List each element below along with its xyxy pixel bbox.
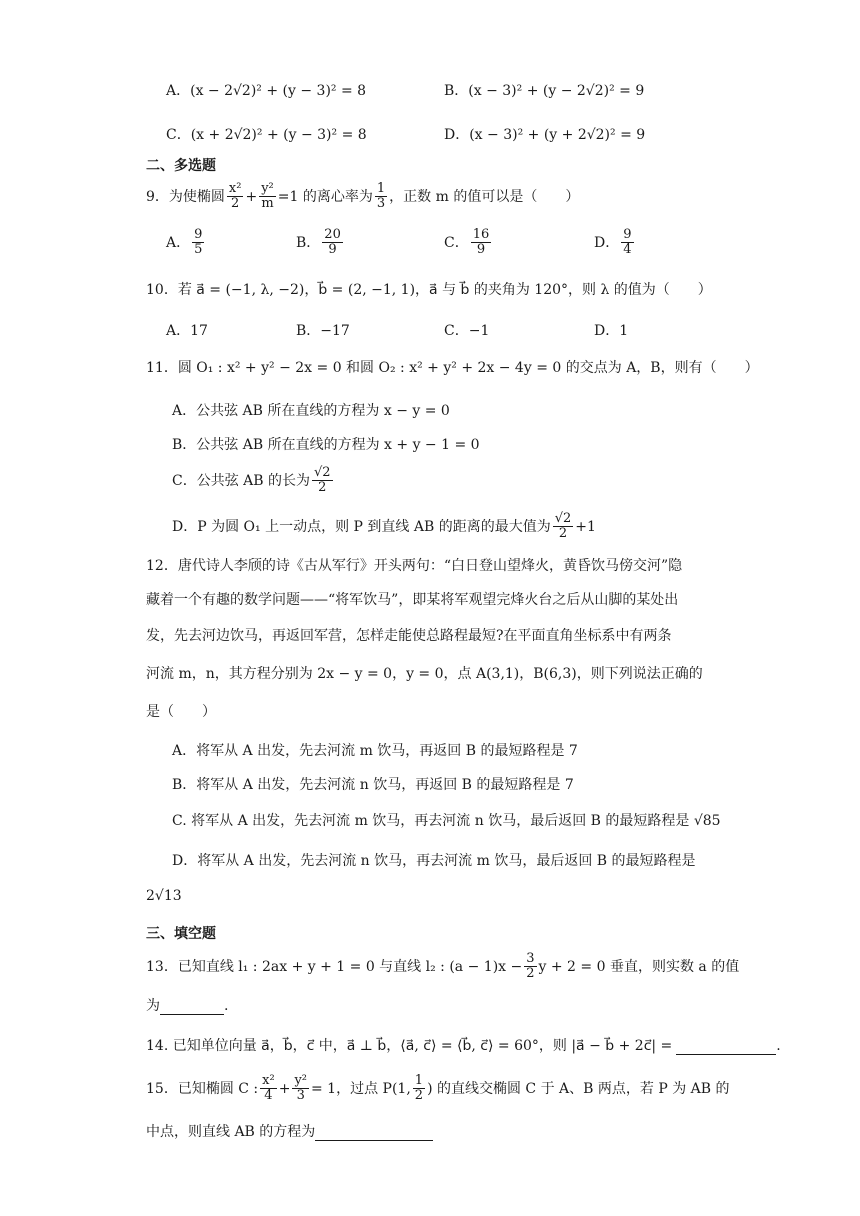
q11-option-d: D．P 为圆 O₁ 上一动点，则 P 到直线 AB 的距离的最大值为 $\frac{√2}{2}$ +1	[172, 511, 596, 542]
q12-option-c: C. 将军从 A 出发，先去河流 m 饮马，再去河流 n 饮马，最后返回 B 的最短路程是 √85	[172, 813, 721, 829]
q12-line-5: 是（ ）	[146, 704, 216, 720]
q15-stem: 15．已知椭圆 C : $\frac{\text{x²}}{4}$ + $\frac{\text{y²}}{3}$ = 1，过点 P(1, $\frac{1}{2}$ ) 的直线交椭圆 C 于 A、B 两点，若 P 为 AB 的	[146, 1073, 730, 1104]
q12-option-b: B．将军从 A 出发，先去河流 n 饮马，再返回 B 的最短路程是 7	[172, 777, 574, 793]
q9-suffix: ，正数 m 的值可以是（ ）	[389, 188, 580, 205]
q10-option-d: D．1	[594, 323, 629, 339]
q11-option-c: C．公共弦 AB 的长为 $\frac{√2}{2}$	[172, 465, 331, 496]
q11-stem: 11．圆 O₁ : x² + y² − 2x = 0 和圆 O₂ : x² + y² + 2x − 4y = 0 的交点为 A，B，则有（ ）	[146, 360, 759, 376]
q9-frac-e: $\frac{1}{3}$	[376, 181, 386, 212]
q14-answer-blank[interactable]	[676, 1040, 776, 1055]
q10-option-a: A．17	[166, 323, 208, 339]
q8-option-a: A．(x − 2√2)² + (y − 3)² = 8	[166, 83, 367, 99]
q9-mid: =1 的离心率为	[277, 188, 373, 205]
q15-line-2: 中点，则直线 AB 的方程为	[146, 1124, 433, 1141]
q12-line-1: 12．唐代诗人李颀的诗《古从军行》开头两句：“白日登山望烽火，黄昏饮马傍交河”隐	[146, 558, 683, 574]
q9-stem: 9．为使椭圆 $\frac{\text{x²}}{2}$ + $\frac{\text{y²}}{m}$ =1 的离心率为 $\frac{1}{3}$ ，正数 m 的值可以是（ ）	[146, 181, 580, 212]
q14-stem: 14. 已知单位向量 a⃗，b⃗，c⃗ 中，a⃗ ⊥ b⃗，⟨a⃗, c⃗⟩ = ⟨b⃗, c⃗⟩ = 60°，则 |a⃗ − b⃗ + 2c⃗| = .	[146, 1038, 781, 1054]
q11-option-b: B．公共弦 AB 所在直线的方程为 x + y − 1 = 0	[172, 437, 480, 453]
section-title-multiple-choice: 二、多选题	[146, 158, 216, 174]
q10-option-c: C．−1	[444, 323, 490, 339]
q9-option-b: B． $\frac{20}{9}$	[296, 227, 341, 258]
q10-option-b: B．−17	[296, 323, 350, 339]
q9-option-a: A． $\frac{9}{5}$	[166, 227, 203, 258]
q12-line-4: 河流 m，n，其方程分别为 2x − y = 0，y = 0，点 A(3,1)，B(6,3)，则下列说法正确的	[146, 666, 703, 682]
q9-option-c: C． $\frac{16}{9}$	[444, 227, 490, 258]
q8-option-c: C．(x + 2√2)² + (y − 3)² = 8	[166, 127, 367, 143]
q12-option-d: D．将军从 A 出发，先去河流 n 饮马，再去河流 m 饮马，最后返回 B 的最短路程是	[172, 853, 696, 869]
q9-frac-y: $\frac{\text{y²}}{m}$	[261, 181, 274, 212]
q9-option-d: D． $\frac{9}{4}$	[594, 227, 632, 258]
q12-line-3: 发，先去河边饮马，再返回军营，怎样走能使总路程最短?在平面直角坐标系中有两条	[146, 628, 672, 644]
q9-prefix: 9．为使椭圆	[146, 188, 225, 205]
q12-line-2: 藏着一个有趣的数学问题——“将军饮马”，即某将军观望完烽火台之后从山脚的某处出	[146, 592, 679, 608]
q12-option-a: A．将军从 A 出发，先去河流 m 饮马，再返回 B 的最短路程是 7	[172, 743, 578, 759]
section-title-fill-in: 三、填空题	[146, 926, 216, 942]
q15-answer-blank[interactable]	[315, 1126, 433, 1141]
q8-option-b: B．(x − 3)² + (y − 2√2)² = 9	[444, 83, 645, 99]
q10-stem: 10．若 a⃗ = (−1, λ, −2)，b⃗ = (2, −1, 1)，a⃗ 与 b⃗ 的夹角为 120°，则 λ 的值为（ ）	[146, 282, 712, 298]
q13-stem: 13．已知直线 l₁ : 2ax + y + 1 = 0 与直线 l₂ : (a − 1)x − $\frac{3}{2}$ y + 2 = 0 垂直，则实数 a 的值	[146, 951, 740, 982]
q12-option-d-continued: 2√13	[146, 888, 182, 904]
q13-answer-blank[interactable]	[160, 1000, 224, 1015]
q9-frac-x: $\frac{\text{x²}}{2}$	[228, 181, 242, 212]
q11-option-a: A．公共弦 AB 所在直线的方程为 x − y = 0	[172, 403, 450, 419]
q13-line-2: 为 .	[146, 998, 229, 1014]
q8-option-d: D．(x − 3)² + (y + 2√2)² = 9	[444, 127, 646, 143]
